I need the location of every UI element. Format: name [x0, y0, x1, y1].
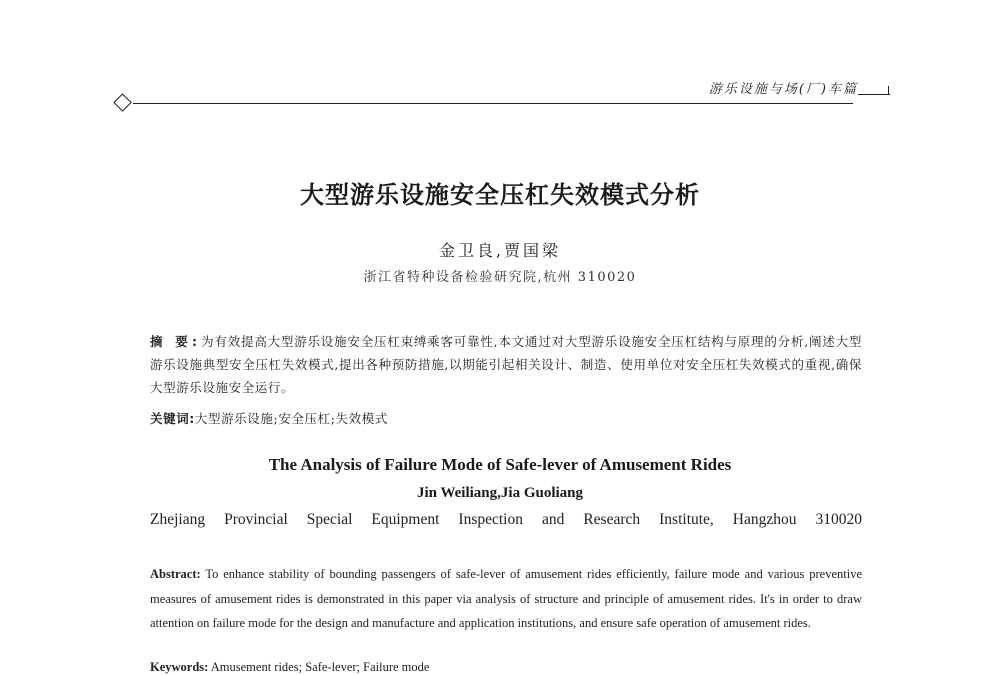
header-rule-right: [858, 94, 890, 95]
cn-title: 大型游乐设施安全压杠失效模式分析: [300, 180, 700, 209]
cn-keywords-label: 关键词:: [150, 411, 195, 426]
en-abstract-label: Abstract:: [150, 567, 201, 581]
en-keywords-text: Amusement rides; Safe-lever; Failure mode: [208, 660, 430, 674]
cn-abstract: [150, 330, 862, 399]
en-abstract: [150, 562, 862, 636]
diamond-icon: [113, 93, 131, 111]
cn-keywords: [150, 409, 862, 427]
running-head: 游乐设施与场(厂)车篇: [708, 82, 858, 97]
cn-abstract-text: 为有效提高大型游乐设施安全压杠束缚乘客可靠性,本文通过对大型游乐设施安全压杠结构与原理的分析,阐述大型游乐设施典型安全压杠失效模式,提出各种预防措施,以期能引起相关设计、制造、使用单位对安全压杠失效模式的重视,确保大型游乐设施安全运行。: [150, 334, 862, 395]
header-rule-left: [133, 103, 853, 104]
en-authors: Jin Weiliang,Jia Guoliang: [416, 485, 584, 501]
cn-affiliation: 浙江省特种设备检验研究院,杭州 310020: [363, 270, 637, 285]
header-rule-tick: [888, 86, 889, 95]
en-abstract-text: To enhance stability of bounding passengers of safe-lever of amusement rides efficiently, failure mode and various preventive measures of amusement rides is demonstrated in this paper via analysis of structure and principle of amusement rides. It's in order to draw attention on failure mode for the design and manufacture and application institutions, and ensure safe operation of amusement rides.: [150, 567, 862, 630]
cn-authors: 金卫良,贾国梁: [438, 241, 562, 260]
en-keywords: [150, 660, 862, 675]
cn-abstract-label: 摘 要:: [150, 334, 201, 349]
en-keywords-label: Keywords:: [150, 660, 209, 674]
en-affiliation: Zhejiang Provincial Special Equipment Inspection and Research Institute, Hangzhou 310020: [150, 511, 862, 528]
en-title: The Analysis of Failure Mode of Safe-lever of Amusement Rides: [268, 455, 732, 474]
cn-keywords-text: 大型游乐设施;安全压杠;失效模式: [194, 411, 388, 426]
